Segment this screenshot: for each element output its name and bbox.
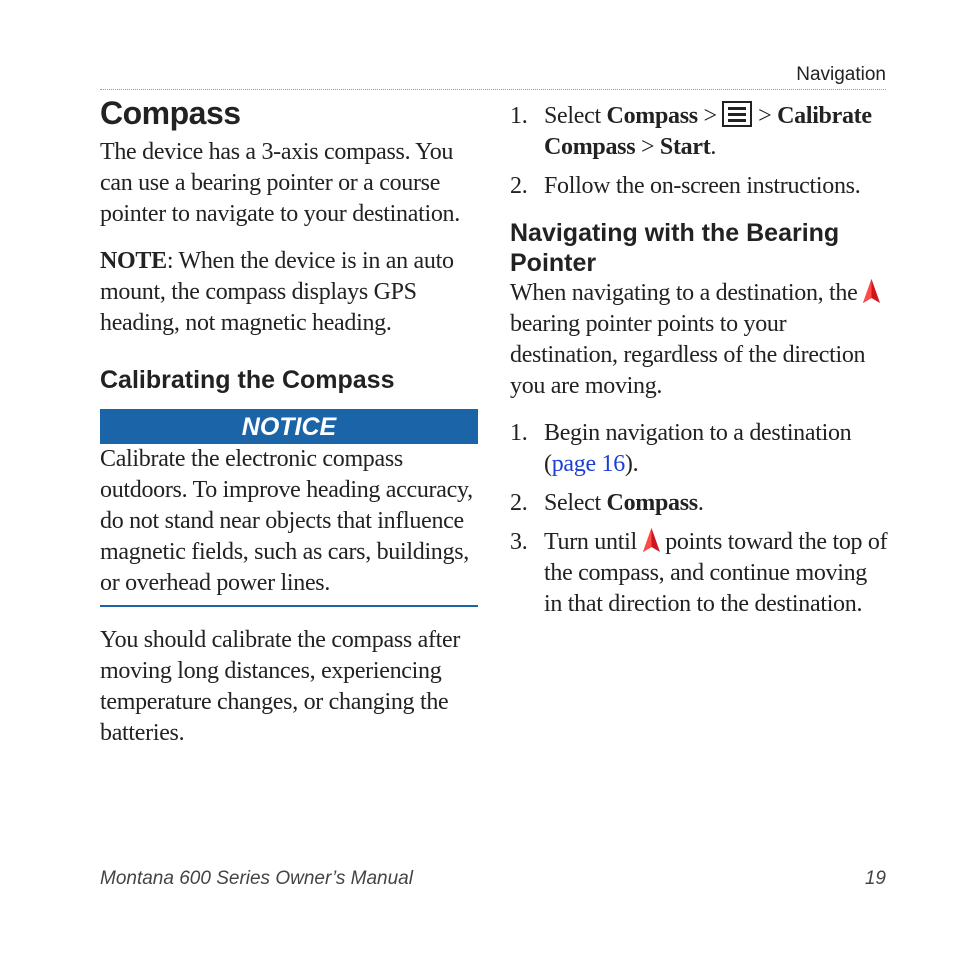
calibrating-heading: Calibrating the Compass (100, 366, 395, 394)
footer-manual-title: Montana 600 Series Owner’s Manual (100, 868, 413, 889)
note-label: NOTE (100, 248, 167, 274)
list-item: 1. Select Compass > > Calibrate Compass > Start. (510, 103, 872, 160)
bearing-steps (510, 418, 890, 620)
page-16-link[interactable]: page 16 (551, 451, 625, 477)
running-header: Navigation (796, 64, 886, 85)
list-item: 2. Select Compass. (510, 490, 704, 516)
notice-text: Calibrate the electronic compass outdoors. To improve heading accuracy, do not stand near objects that influence magnetic fields, such as cars, buildings, or overhead power lines. (100, 446, 473, 596)
notice-divider (100, 605, 478, 607)
header-divider (100, 89, 886, 90)
calibrate-compass-label: Calibrate Compass (544, 103, 872, 160)
note-text: : When the device is in an auto mount, the compass displays GPS heading, not magnetic heading. (100, 248, 454, 336)
note-paragraph (100, 246, 478, 339)
bearing-pointer-icon (863, 279, 880, 303)
list-item: 1. Begin navigation to a destination (page 16). (510, 420, 852, 477)
menu-icon (722, 101, 752, 127)
page-title: Compass (100, 95, 241, 131)
bearing-intro: When navigating to a destination, the bearing pointer points to your destination, regardless of the direction you are moving. (510, 278, 890, 402)
left-column (100, 93, 478, 749)
right-column (510, 101, 890, 620)
compass-menu-label: Compass (606, 103, 698, 129)
page-number: 19 (864, 868, 886, 889)
bearing-heading: Navigating with the Bearing Pointer (510, 219, 840, 277)
calibrate-steps (510, 101, 890, 202)
start-label: Start (659, 134, 711, 160)
list-item: 3. Turn until points toward the top of the compass, and continue moving in that direction to the destination. (510, 529, 888, 617)
after-notice-paragraph: You should calibrate the compass after moving long distances, experiencing temperature changes, or changing the batteries. (100, 627, 461, 746)
bearing-pointer-icon (643, 528, 660, 552)
notice-banner: NOTICE (100, 409, 478, 444)
list-item: 2. Follow the on-screen instructions. (510, 173, 861, 199)
intro-paragraph: The device has a 3-axis compass. You can use a bearing pointer or a course pointer to navigate to your destination. (100, 139, 460, 227)
compass-label: Compass (606, 490, 698, 516)
